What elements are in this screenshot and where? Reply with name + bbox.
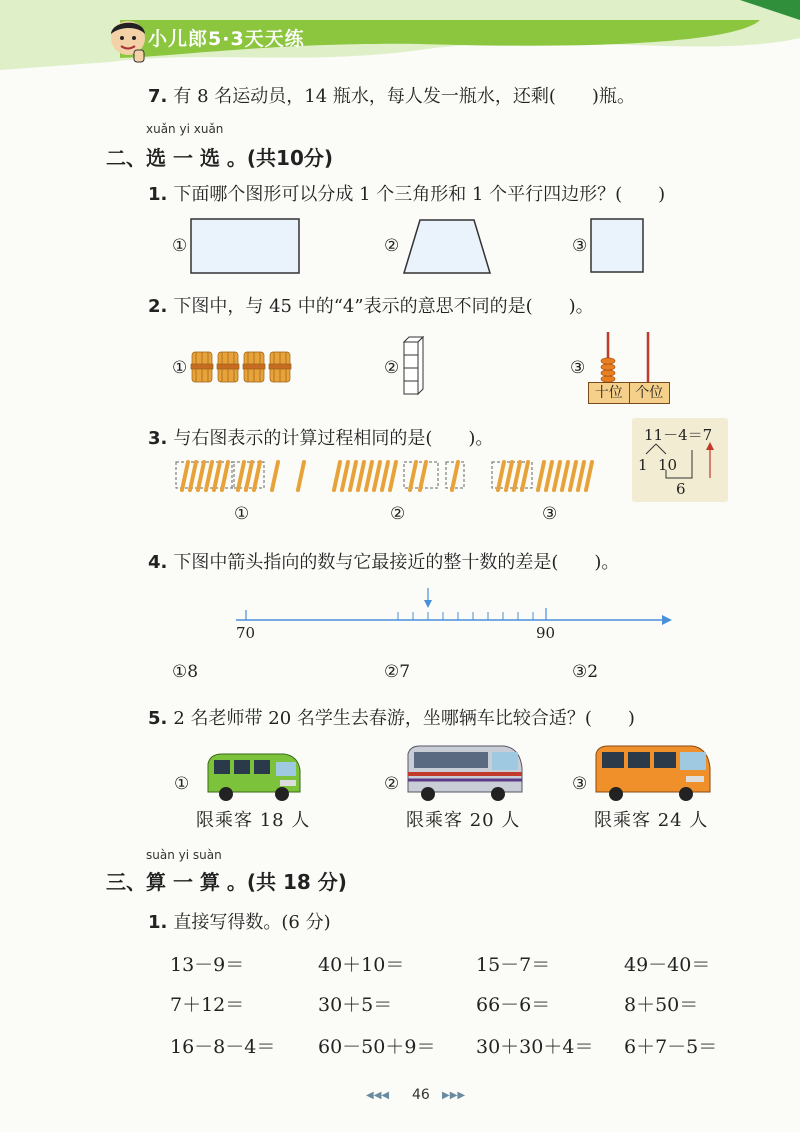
- question-7: [148, 82, 635, 108]
- section-title: 二、选 一 选 。(共10分): [106, 146, 334, 170]
- question-number: 5.: [148, 708, 168, 729]
- question-number: 3.: [148, 428, 168, 449]
- cube-tower-icon: [402, 336, 424, 398]
- minibus-icon: [204, 750, 304, 804]
- number-line: [230, 584, 674, 630]
- question-1: [148, 180, 665, 206]
- calc-item: 15－7＝: [476, 954, 551, 976]
- page-number: 46: [412, 1087, 430, 1103]
- option-label: ①: [172, 358, 188, 378]
- calc-split-a: 1: [638, 456, 648, 474]
- calc-item: 6＋7－5＝: [624, 1036, 718, 1058]
- abacus-place-labels: [588, 382, 670, 404]
- calc-item: 16－8－4＝: [170, 1036, 276, 1058]
- question-text: 有 8 名运动员，14 瓶水，每人发一瓶水，还剩( )瓶。: [173, 86, 635, 107]
- option-label: ③: [570, 358, 586, 378]
- option-label: ③: [542, 504, 558, 524]
- question-text: 直接写得数。(6 分): [173, 912, 331, 933]
- sticks-group-3: [488, 458, 628, 494]
- calc-item: 49－40＝: [624, 954, 711, 976]
- calc-item: 7＋12＝: [170, 994, 245, 1016]
- square-shape: [590, 218, 646, 276]
- question-number: 7.: [148, 86, 168, 107]
- mascot-icon: [104, 14, 152, 64]
- question-text: 与右图表示的计算过程相同的是( )。: [173, 428, 494, 449]
- tens-label: 十位: [589, 383, 630, 403]
- question-1: [148, 908, 331, 934]
- prev-arrows-icon: ◀◀◀: [366, 1090, 390, 1101]
- option-label: ③: [572, 774, 588, 794]
- brand-title: 小儿郎5·3天天练: [148, 28, 305, 50]
- section-title: 三、算 一 算 。(共 18 分): [106, 870, 347, 894]
- next-arrows-icon: ▶▶▶: [442, 1090, 466, 1101]
- question-number: 1.: [148, 912, 168, 933]
- bus-capacity-2: 限乘客 20 人: [406, 810, 521, 831]
- option-label: ②: [384, 774, 400, 794]
- bus-capacity-1: 限乘客 18 人: [196, 810, 311, 831]
- option-label: ②: [384, 236, 400, 256]
- bus-capacity-3: 限乘客 24 人: [594, 810, 709, 831]
- axis-label-start: 70: [236, 624, 256, 642]
- orange-bus-icon: [592, 744, 712, 804]
- question-number: 2.: [148, 296, 168, 317]
- calc-diagram: [632, 418, 728, 502]
- axis-label-end: 90: [536, 624, 556, 642]
- question-text: 2 名老师带 20 名学生去春游，坐哪辆车比较合适？( ): [173, 708, 635, 729]
- question-text: 下面哪个图形可以分成 1 个三角形和 1 个平行四边形？( ): [173, 184, 666, 205]
- option-label: ②: [384, 358, 400, 378]
- question-text: 下图中，与 45 中的“4”表示的意思不同的是( )。: [173, 296, 594, 317]
- question-text: 下图中箭头指向的数与它最接近的整十数的差是( )。: [173, 552, 620, 573]
- question-2: [148, 292, 594, 318]
- calc-equation: 11－4＝7: [644, 426, 713, 444]
- trapezoid-shape: [402, 218, 492, 276]
- abacus-icon: [588, 330, 668, 386]
- option-c: ③2: [572, 662, 599, 682]
- calc-item: 30＋5＝: [318, 994, 393, 1016]
- calc-result: 6: [676, 480, 686, 498]
- coach-bus-icon: [404, 744, 524, 804]
- rectangle-shape: [190, 218, 302, 276]
- ones-label: 个位: [635, 385, 664, 401]
- option-b: ②7: [384, 662, 411, 682]
- option-label: ③: [572, 236, 588, 256]
- sticks-group-1: [172, 458, 312, 494]
- question-number: 1.: [148, 184, 168, 205]
- stick-bundles-icon: [190, 344, 294, 390]
- calc-item: 66－6＝: [476, 994, 551, 1016]
- option-label: ①: [234, 504, 250, 524]
- question-3: [148, 424, 493, 450]
- calc-item: 8＋50＝: [624, 994, 699, 1016]
- option-label: ①: [172, 236, 188, 256]
- option-label: ②: [390, 504, 406, 524]
- question-number: 4.: [148, 552, 168, 573]
- question-5: [148, 704, 635, 730]
- calc-item: 13－9＝: [170, 954, 245, 976]
- calc-item: 60－50＋9＝: [318, 1036, 436, 1058]
- calc-split-b: 10: [658, 456, 678, 474]
- calc-item: 30＋30＋4＝: [476, 1036, 594, 1058]
- question-4: [148, 548, 619, 574]
- section-pinyin: suàn yi suàn: [146, 848, 222, 862]
- section-pinyin: xuǎn yi xuǎn: [146, 122, 224, 136]
- sticks-group-2: [328, 458, 468, 494]
- option-label: ①: [174, 774, 190, 794]
- calc-item: 40＋10＝: [318, 954, 405, 976]
- option-a: ①8: [172, 662, 199, 682]
